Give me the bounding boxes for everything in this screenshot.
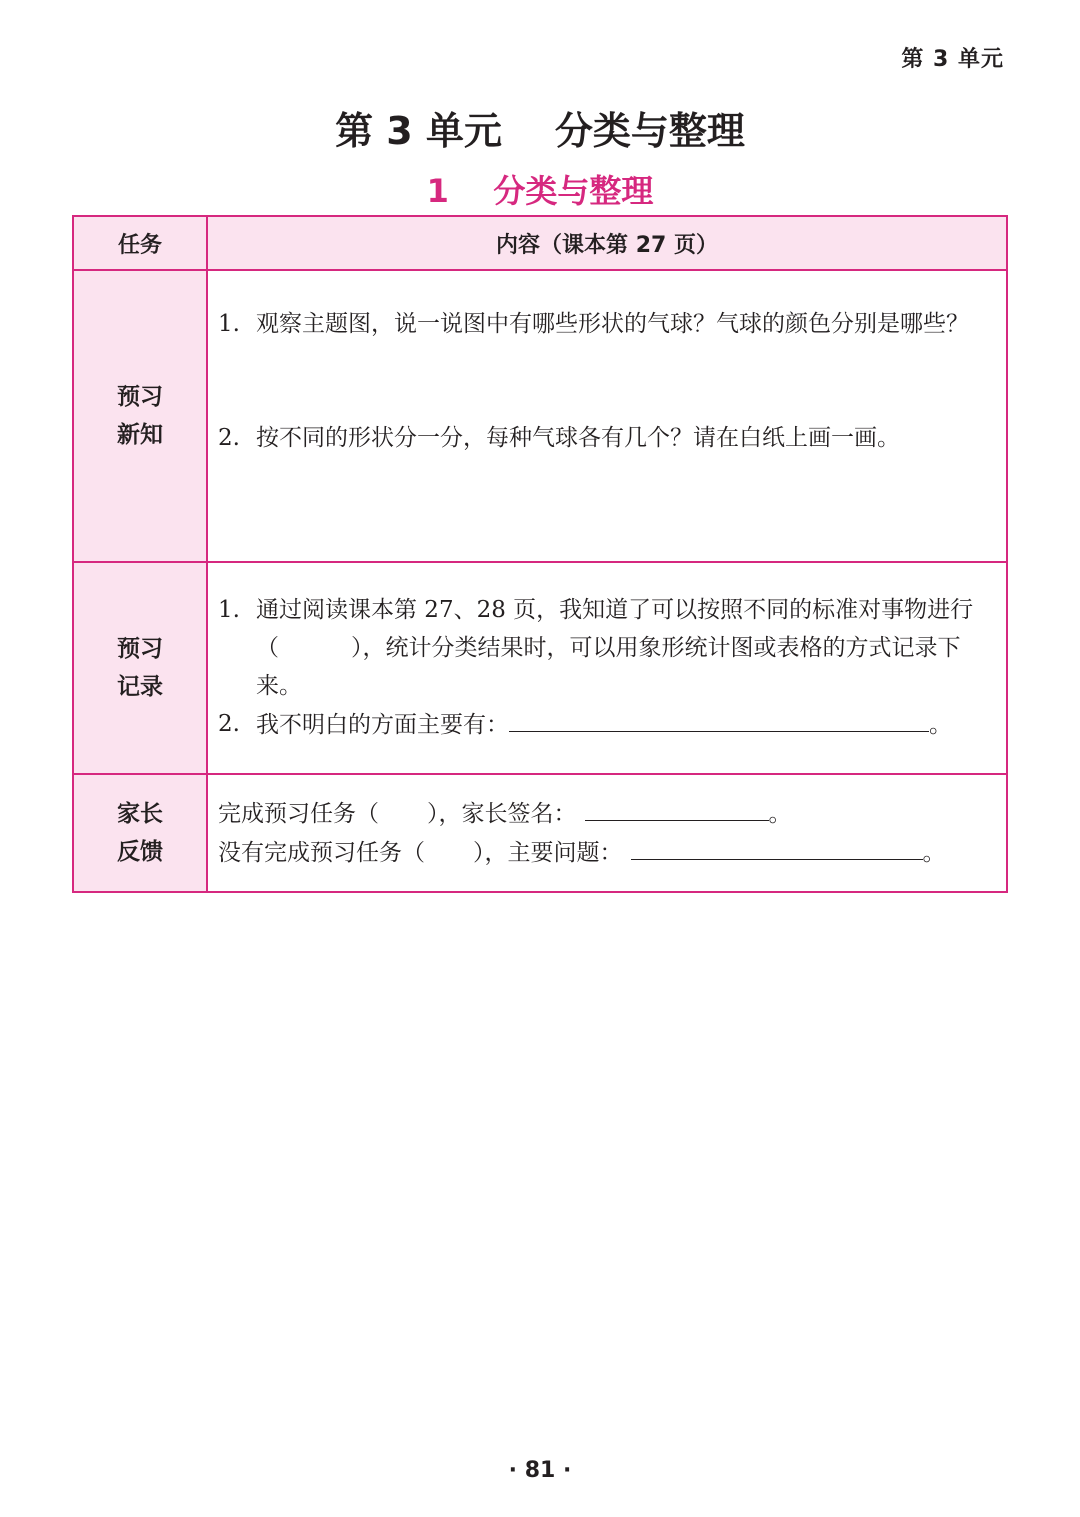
table-row-preview-new-knowledge bbox=[73, 270, 1007, 562]
feedback-end: 。 bbox=[768, 801, 792, 827]
column-header-task: 任务 bbox=[73, 216, 207, 270]
item-text: 通过阅读课本第 27、28 页，我知道了可以按照不同的标准对事物进行（ bbox=[256, 597, 974, 661]
item-end: 。 bbox=[929, 712, 952, 738]
item-text: 我不明白的方面主要有： bbox=[256, 712, 509, 738]
item-text-wrapper bbox=[256, 591, 1006, 705]
feedback-text: ），主要问题： bbox=[473, 840, 623, 866]
task-cell bbox=[73, 774, 207, 892]
preview-task-table bbox=[72, 215, 1008, 893]
list-item bbox=[208, 305, 1006, 343]
item-number: 1. bbox=[218, 597, 240, 623]
feedback-end: 。 bbox=[922, 840, 946, 866]
item-text: 按不同的形状分一分，每种气球各有几个？请在白纸上画一画。 bbox=[256, 425, 900, 451]
item-number: 2. bbox=[218, 425, 240, 451]
task-label-line: 家长 bbox=[117, 801, 163, 827]
page-number: · 81 · bbox=[508, 1458, 572, 1483]
task-label-line: 预习 bbox=[117, 636, 163, 662]
list-item bbox=[208, 591, 1006, 705]
item-number: 2. bbox=[218, 711, 240, 737]
item-text-wrapper bbox=[256, 705, 1006, 744]
table-row-preview-record bbox=[73, 562, 1007, 774]
signature-underline[interactable] bbox=[585, 794, 769, 821]
lesson-title: 1 分类与整理 bbox=[426, 172, 654, 210]
column-header-content: 内容（课本第 27 页） bbox=[207, 216, 1007, 270]
item-text: ），统计分类结果时，可以用象形统计图或表格的方式记录下来。 bbox=[256, 635, 961, 699]
feedback-line bbox=[218, 833, 1006, 872]
task-cell bbox=[73, 562, 207, 774]
list-item bbox=[208, 419, 1006, 457]
unit-title: 第 3 单元 分类与整理 bbox=[335, 109, 745, 153]
list-item bbox=[208, 705, 1006, 744]
task-label-line: 新知 bbox=[117, 422, 163, 448]
task-label-line: 预习 bbox=[117, 384, 163, 410]
task-label-line: 记录 bbox=[117, 674, 163, 700]
table-row-parent-feedback bbox=[73, 774, 1007, 892]
problem-underline[interactable] bbox=[631, 833, 923, 860]
running-head: 第 3 单元 bbox=[901, 47, 1004, 72]
content-cell bbox=[207, 270, 1007, 562]
feedback-text: ），家长签名： bbox=[427, 801, 577, 827]
item-text: 观察主题图，说一说图中有哪些形状的气球？气球的颜色分别是哪些？ bbox=[256, 311, 969, 337]
task-cell bbox=[73, 270, 207, 562]
item-number: 1. bbox=[218, 311, 240, 337]
answer-underline[interactable] bbox=[509, 705, 929, 732]
feedback-text: 没有完成预习任务（ bbox=[218, 840, 425, 866]
content-cell bbox=[207, 562, 1007, 774]
feedback-text: 完成预习任务（ bbox=[218, 801, 379, 827]
feedback-line bbox=[218, 794, 1006, 833]
table-header-row bbox=[73, 216, 1007, 270]
content-cell bbox=[207, 774, 1007, 892]
task-label-line: 反馈 bbox=[117, 839, 163, 865]
